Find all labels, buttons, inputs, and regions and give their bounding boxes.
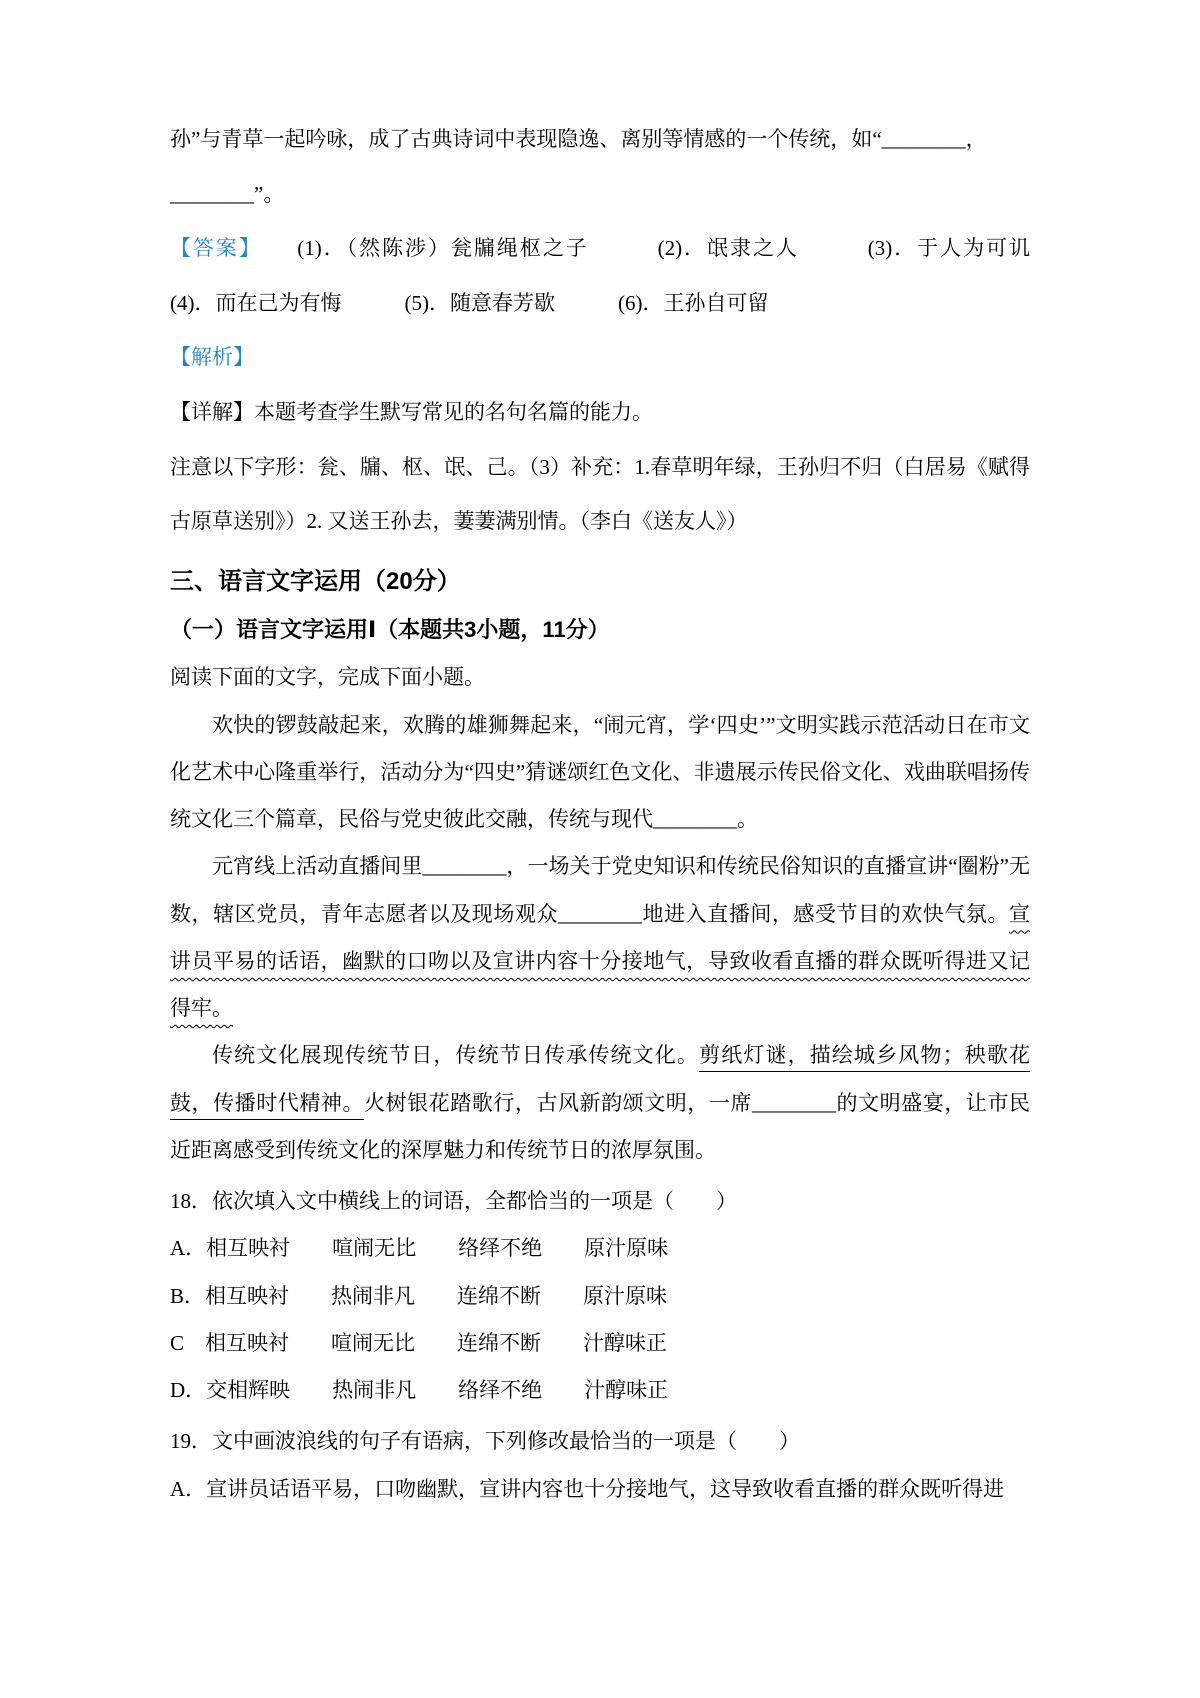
question-18-option-b: B．相互映衬 热闹非凡 连绵不断 原汁原味 — [170, 1283, 668, 1308]
subsection-heading: （一）语言文字运用Ⅰ（本题共3小题，11分） — [170, 616, 610, 642]
passage-paragraph-2-wavy-underlined: 宣讲员平易的话语，幽默的口吻以及宣讲内容十分接地气，导致收看直播的群众既听得进又记得牢。 — [170, 901, 1030, 1021]
note-paragraph: 注意以下字形：瓮、牖、枢、氓、己。（3）补充：1.春草明年绿，王孙归不归（白居易《赋得古原草送别》）2. 又送王孙去，萋萋满别情。（李白《送友人》） — [170, 454, 1030, 534]
question-18-stem: 18．依次填入文中横线上的词语，全都恰当的一项是（ ） — [170, 1189, 737, 1214]
analysis-label: 【解析】 — [170, 345, 254, 370]
question-18-option-a: A．相互映衬 喧闹无比 络绎不绝 原汁原味 — [170, 1236, 669, 1261]
question-19-option-a: A．宣讲员话语平易，口吻幽默，宣讲内容也十分接地气，这导致收看直播的群众既听得进 — [170, 1476, 1005, 1501]
passage-paragraph-3-plain-1: 传统文化展现传统节日，传统节日传承传统文化。 — [212, 1043, 700, 1068]
answer-body: (1)．（然陈涉）瓮牖绳枢之子 (2)．氓隶之人 (3)．于人为可讥 (4)．而在己为有悔 (5)．随意春芳歇 (6)．王孙自可留 — [170, 236, 1093, 315]
carryover-line-2: ________”。 — [170, 181, 285, 206]
question-19-stem: 19．文中画波浪线的句子有语病，下列修改最恰当的一项是（ ） — [170, 1429, 800, 1454]
passage-paragraph-3-plain-2: 火树银花踏歌行，古风新韵颂文明，一席________的文明盛宴，让市民近距离感受到传统文化的深厚魅力和传统节日的浓厚氛围。 — [170, 1090, 1030, 1162]
answer-label: 【答案】 — [170, 236, 252, 261]
reading-instruction: 阅读下面的文字，完成下面小题。 — [170, 665, 485, 690]
section-heading: 三、语言文字运用（20分） — [170, 567, 461, 595]
carryover-line-1: 孙”与青草一起吟咏，成了古典诗词中表现隐逸、离别等情感的一个传统，如“________， — [170, 127, 987, 151]
analysis-paragraph — [170, 330, 1030, 385]
passage-paragraph-1: 欢快的锣鼓敲起来，欢腾的雄狮舞起来，“闹元宵，学‘四史’”文明实践示范活动日在市文化艺术中心隆重举行，活动分为“四史”猜谜颂红色文化、非遗展示传民俗文化、戏曲联唱扬传统文化三个篇章，民俗与党史彼此交融，传统与现代________。 — [170, 712, 1030, 832]
passage-paragraph-2 — [170, 843, 1030, 1032]
passage-paragraph-3 — [170, 1032, 1030, 1174]
answer-paragraph — [170, 221, 1093, 330]
passage-paragraph-2-plain: 元宵线上活动直播间里________，一场关于党史知识和传统民俗知识的直播宣讲“圈粉”无数，辖区党员，青年志愿者以及现场观众________地进入直播间，感受节目的欢快气氛。 — [170, 854, 1030, 926]
question-18-option-d: D．交相辉映 热闹非凡 络绎不绝 汁醇味正 — [170, 1378, 669, 1403]
detail-paragraph: 【详解】本题考查学生默写常见的名句名篇的能力。 — [170, 399, 653, 424]
question-18-option-c: C 相互映衬 喧闹无比 连绵不断 汁醇味正 — [170, 1330, 668, 1355]
passage-paragraph-3-underlined: 剪纸灯谜，描绘城乡风物；秧歌花鼓，传播时代精神。 — [170, 1043, 1031, 1115]
